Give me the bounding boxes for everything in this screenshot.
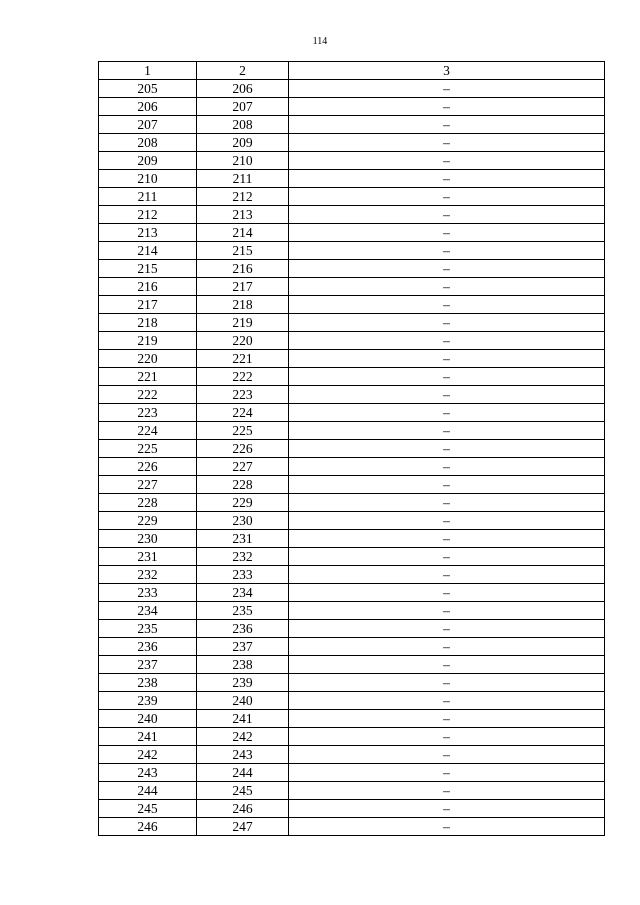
table-row bbox=[99, 746, 605, 764]
table-cell-col-2: 239 bbox=[197, 674, 289, 692]
table-cell-col-2: 212 bbox=[197, 188, 289, 206]
table-cell-col-2: 243 bbox=[197, 746, 289, 764]
column-header-3: 3 bbox=[289, 62, 605, 80]
table-row bbox=[99, 602, 605, 620]
table-cell-col-2: 222 bbox=[197, 368, 289, 386]
table-cell-col-1: 234 bbox=[99, 602, 197, 620]
table-row bbox=[99, 674, 605, 692]
table-cell-col-1: 206 bbox=[99, 98, 197, 116]
table-cell-col-3: – bbox=[289, 440, 605, 458]
table-row bbox=[99, 350, 605, 368]
table-row bbox=[99, 458, 605, 476]
table-cell-col-1: 231 bbox=[99, 548, 197, 566]
table-cell-col-1: 223 bbox=[99, 404, 197, 422]
table-row bbox=[99, 278, 605, 296]
table-row bbox=[99, 80, 605, 98]
table-row bbox=[99, 710, 605, 728]
table-cell-col-2: 227 bbox=[197, 458, 289, 476]
table-cell-col-1: 242 bbox=[99, 746, 197, 764]
table-cell-col-3: – bbox=[289, 332, 605, 350]
table-cell-col-1: 216 bbox=[99, 278, 197, 296]
table-cell-col-2: 228 bbox=[197, 476, 289, 494]
table-cell-col-2: 215 bbox=[197, 242, 289, 260]
table-cell-col-2: 219 bbox=[197, 314, 289, 332]
table-row bbox=[99, 440, 605, 458]
table-row bbox=[99, 530, 605, 548]
table-cell-col-1: 236 bbox=[99, 638, 197, 656]
table-cell-col-2: 241 bbox=[197, 710, 289, 728]
table-cell-col-2: 208 bbox=[197, 116, 289, 134]
table-cell-col-3: – bbox=[289, 134, 605, 152]
table-row bbox=[99, 764, 605, 782]
table-cell-col-2: 236 bbox=[197, 620, 289, 638]
table-row bbox=[99, 296, 605, 314]
table-row bbox=[99, 494, 605, 512]
table-cell-col-3: – bbox=[289, 386, 605, 404]
table-row bbox=[99, 566, 605, 584]
table-body bbox=[99, 80, 605, 836]
table-cell-col-3: – bbox=[289, 746, 605, 764]
header-row bbox=[99, 62, 605, 80]
table-cell-col-1: 221 bbox=[99, 368, 197, 386]
table-cell-col-1: 245 bbox=[99, 800, 197, 818]
table-cell-col-2: 242 bbox=[197, 728, 289, 746]
table-cell-col-1: 228 bbox=[99, 494, 197, 512]
table-cell-col-1: 213 bbox=[99, 224, 197, 242]
table-cell-col-2: 237 bbox=[197, 638, 289, 656]
table-cell-col-3: – bbox=[289, 242, 605, 260]
table-cell-col-2: 207 bbox=[197, 98, 289, 116]
table-cell-col-1: 207 bbox=[99, 116, 197, 134]
table-cell-col-1: 211 bbox=[99, 188, 197, 206]
table-cell-col-2: 244 bbox=[197, 764, 289, 782]
table-cell-col-2: 211 bbox=[197, 170, 289, 188]
table-cell-col-3: – bbox=[289, 530, 605, 548]
table-cell-col-2: 209 bbox=[197, 134, 289, 152]
table-row bbox=[99, 800, 605, 818]
table-cell-col-1: 222 bbox=[99, 386, 197, 404]
table-cell-col-2: 216 bbox=[197, 260, 289, 278]
table-cell-col-2: 217 bbox=[197, 278, 289, 296]
table-row bbox=[99, 584, 605, 602]
table-cell-col-3: – bbox=[289, 260, 605, 278]
table-cell-col-1: 232 bbox=[99, 566, 197, 584]
table-row bbox=[99, 728, 605, 746]
table-cell-col-3: – bbox=[289, 818, 605, 836]
table-cell-col-3: – bbox=[289, 296, 605, 314]
table-cell-col-3: – bbox=[289, 206, 605, 224]
table-cell-col-2: 226 bbox=[197, 440, 289, 458]
table-cell-col-1: 233 bbox=[99, 584, 197, 602]
table-row bbox=[99, 332, 605, 350]
table-cell-col-3: – bbox=[289, 116, 605, 134]
table-row bbox=[99, 386, 605, 404]
table-row bbox=[99, 206, 605, 224]
column-header-2: 2 bbox=[197, 62, 289, 80]
table-cell-col-3: – bbox=[289, 692, 605, 710]
table-cell-col-2: 220 bbox=[197, 332, 289, 350]
table-cell-col-3: – bbox=[289, 584, 605, 602]
table-cell-col-3: – bbox=[289, 620, 605, 638]
table-cell-col-3: – bbox=[289, 80, 605, 98]
table-cell-col-2: 223 bbox=[197, 386, 289, 404]
table-cell-col-3: – bbox=[289, 476, 605, 494]
table-cell-col-1: 219 bbox=[99, 332, 197, 350]
table-cell-col-2: 224 bbox=[197, 404, 289, 422]
table-cell-col-3: – bbox=[289, 602, 605, 620]
table-cell-col-1: 225 bbox=[99, 440, 197, 458]
table-row bbox=[99, 224, 605, 242]
table-cell-col-2: 225 bbox=[197, 422, 289, 440]
table-cell-col-2: 221 bbox=[197, 350, 289, 368]
table-row bbox=[99, 188, 605, 206]
table-cell-col-1: 235 bbox=[99, 620, 197, 638]
table-cell-col-3: – bbox=[289, 674, 605, 692]
table-cell-col-1: 214 bbox=[99, 242, 197, 260]
table-cell-col-2: 235 bbox=[197, 602, 289, 620]
table-cell-col-3: – bbox=[289, 566, 605, 584]
table-cell-col-1: 244 bbox=[99, 782, 197, 800]
table-cell-col-3: – bbox=[289, 368, 605, 386]
table-cell-col-1: 218 bbox=[99, 314, 197, 332]
table-cell-col-1: 227 bbox=[99, 476, 197, 494]
table-row bbox=[99, 548, 605, 566]
table-cell-col-1: 246 bbox=[99, 818, 197, 836]
table-row bbox=[99, 242, 605, 260]
table-cell-col-1: 217 bbox=[99, 296, 197, 314]
table-row bbox=[99, 314, 605, 332]
table-row bbox=[99, 404, 605, 422]
table-cell-col-1: 243 bbox=[99, 764, 197, 782]
table-cell-col-1: 215 bbox=[99, 260, 197, 278]
table-row bbox=[99, 512, 605, 530]
table-cell-col-3: – bbox=[289, 314, 605, 332]
table-cell-col-1: 241 bbox=[99, 728, 197, 746]
table-cell-col-3: – bbox=[289, 638, 605, 656]
table-cell-col-3: – bbox=[289, 494, 605, 512]
table-row bbox=[99, 116, 605, 134]
table-cell-col-2: 230 bbox=[197, 512, 289, 530]
page-number: 114 bbox=[312, 36, 328, 47]
table-row bbox=[99, 656, 605, 674]
table-cell-col-1: 238 bbox=[99, 674, 197, 692]
table-header bbox=[99, 62, 605, 80]
table-row bbox=[99, 638, 605, 656]
table-row bbox=[99, 782, 605, 800]
table-row bbox=[99, 476, 605, 494]
table-cell-col-2: 245 bbox=[197, 782, 289, 800]
table-row bbox=[99, 134, 605, 152]
table-cell-col-3: – bbox=[289, 170, 605, 188]
table-cell-col-1: 212 bbox=[99, 206, 197, 224]
table-row bbox=[99, 818, 605, 836]
table-row bbox=[99, 98, 605, 116]
table-cell-col-1: 205 bbox=[99, 80, 197, 98]
table-cell-col-1: 210 bbox=[99, 170, 197, 188]
table-cell-col-3: – bbox=[289, 458, 605, 476]
table-cell-col-1: 208 bbox=[99, 134, 197, 152]
table-cell-col-3: – bbox=[289, 404, 605, 422]
table-cell-col-3: – bbox=[289, 224, 605, 242]
table-cell-col-2: 246 bbox=[197, 800, 289, 818]
table-cell-col-3: – bbox=[289, 800, 605, 818]
table-cell-col-3: – bbox=[289, 98, 605, 116]
table-cell-col-1: 220 bbox=[99, 350, 197, 368]
table-cell-col-2: 218 bbox=[197, 296, 289, 314]
table-cell-col-3: – bbox=[289, 548, 605, 566]
table-cell-col-2: 238 bbox=[197, 656, 289, 674]
column-header-1: 1 bbox=[99, 62, 197, 80]
data-table bbox=[98, 61, 605, 836]
table-cell-col-2: 214 bbox=[197, 224, 289, 242]
table-row bbox=[99, 368, 605, 386]
table-cell-col-3: – bbox=[289, 350, 605, 368]
table-cell-col-1: 224 bbox=[99, 422, 197, 440]
table-row bbox=[99, 692, 605, 710]
table-cell-col-3: – bbox=[289, 728, 605, 746]
table-cell-col-2: 229 bbox=[197, 494, 289, 512]
table-cell-col-1: 237 bbox=[99, 656, 197, 674]
table-cell-col-3: – bbox=[289, 512, 605, 530]
table-cell-col-3: – bbox=[289, 764, 605, 782]
table-cell-col-2: 231 bbox=[197, 530, 289, 548]
table-cell-col-3: – bbox=[289, 152, 605, 170]
table-cell-col-3: – bbox=[289, 188, 605, 206]
table-row bbox=[99, 170, 605, 188]
table-cell-col-1: 230 bbox=[99, 530, 197, 548]
table-row bbox=[99, 620, 605, 638]
table-cell-col-2: 210 bbox=[197, 152, 289, 170]
table-cell-col-2: 213 bbox=[197, 206, 289, 224]
table-cell-col-3: – bbox=[289, 782, 605, 800]
table-cell-col-2: 240 bbox=[197, 692, 289, 710]
table-cell-col-1: 240 bbox=[99, 710, 197, 728]
table-cell-col-3: – bbox=[289, 278, 605, 296]
table-cell-col-3: – bbox=[289, 422, 605, 440]
table-cell-col-3: – bbox=[289, 710, 605, 728]
table-cell-col-3: – bbox=[289, 656, 605, 674]
table-cell-col-1: 226 bbox=[99, 458, 197, 476]
table-cell-col-2: 233 bbox=[197, 566, 289, 584]
table-cell-col-2: 247 bbox=[197, 818, 289, 836]
table-cell-col-1: 239 bbox=[99, 692, 197, 710]
table-row bbox=[99, 422, 605, 440]
table-cell-col-2: 232 bbox=[197, 548, 289, 566]
table-cell-col-2: 234 bbox=[197, 584, 289, 602]
table-row bbox=[99, 260, 605, 278]
table-cell-col-1: 229 bbox=[99, 512, 197, 530]
table-cell-col-2: 206 bbox=[197, 80, 289, 98]
table-row bbox=[99, 152, 605, 170]
table-cell-col-1: 209 bbox=[99, 152, 197, 170]
